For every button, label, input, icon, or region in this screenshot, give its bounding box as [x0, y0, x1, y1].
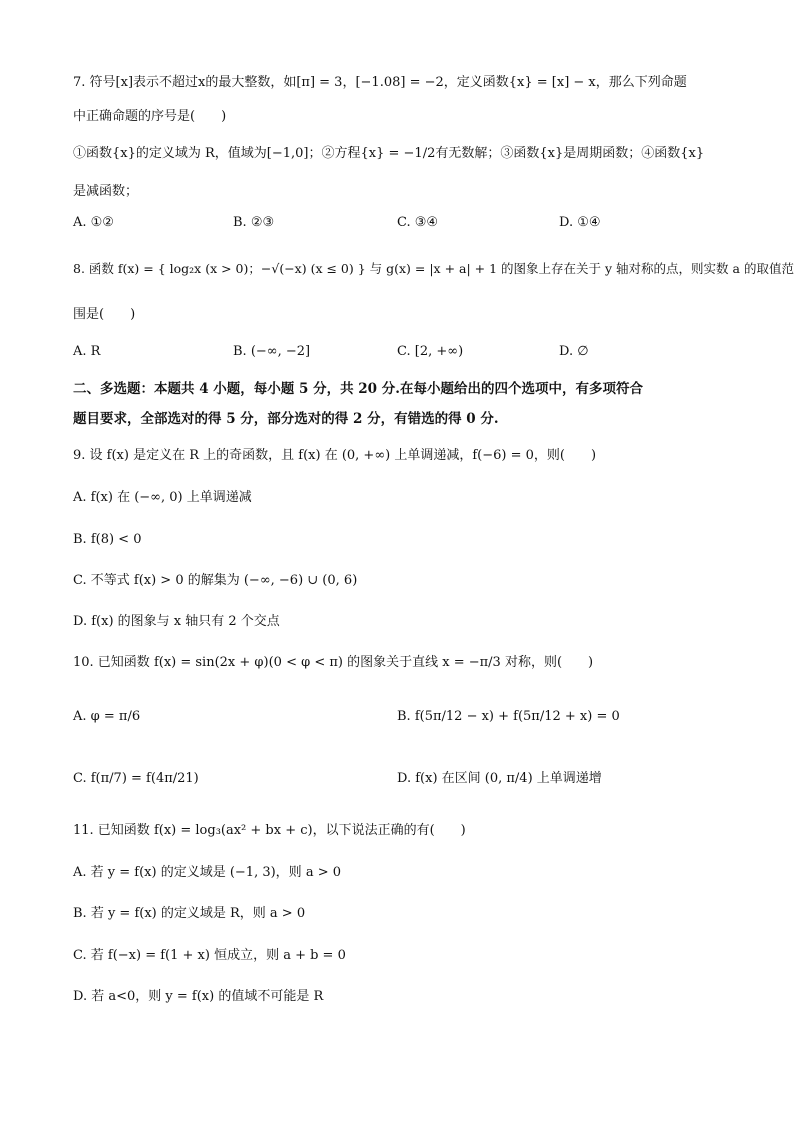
q9-option-a: A. f(x) 在 (−∞, 0) 上单调递减: [73, 490, 252, 505]
q10-option-c: C. f(π/7) = f(4π/21): [73, 771, 199, 786]
q10-option-b: B. f(5π/12 − x) + f(5π/12 + x) = 0: [397, 709, 620, 724]
q7-stem-line4: 是减函数；: [73, 184, 139, 199]
q9-stem: 9. 设 f(x) 是定义在 R 上的奇函数，且 f(x) 在 (0, +∞) 上单调递减，f(−6) = 0，则( ): [73, 448, 597, 463]
q7-stem-line2: 中正确命题的序号是( ): [73, 109, 227, 124]
q7-stem-line1: 7. 符号[x]表示不超过x的最大整数，如[π] = 3，[−1.08] = −2，定义函数{x} = [x] − x，那么下列命题: [73, 75, 687, 90]
section-heading-line1: 二、多选题：本题共 4 小题，每小题 5 分，共 20 分.在每小题给出的四个选项中，有多项符合: [73, 381, 643, 397]
q8-stem-line2: 围是( ): [73, 307, 136, 322]
q8-stem-line1: 8. 函数 f(x) = { log₂x (x > 0)；−√(−x) (x ≤ 0) } 与 g(x) = |x + a| + 1 的图象上存在关于 y 轴对称的点，则实数 a 的取值范: [73, 261, 794, 276]
q7-option-c: C. ③④: [397, 215, 439, 230]
q9-option-b: B. f(8) < 0: [73, 532, 142, 547]
section-heading-line2: 题目要求，全部选对的得 5 分，部分选对的得 2 分，有错选的得 0 分.: [73, 411, 499, 427]
q8-option-a: A. R: [73, 344, 101, 359]
q9-option-d: D. f(x) 的图象与 x 轴只有 2 个交点: [73, 614, 280, 629]
q10-stem: 10. 已知函数 f(x) = sin(2x + φ)(0 < φ < π) 的图象关于直线 x = −π/3 对称，则( ): [73, 655, 594, 670]
q11-option-b: B. 若 y = f(x) 的定义域是 R，则 a > 0: [73, 906, 306, 921]
q10-option-a: A. φ = π/6: [73, 709, 141, 724]
q7-option-d: D. ①④: [559, 215, 601, 230]
q8-option-b: B. (−∞, −2]: [233, 344, 311, 359]
q10-option-d: D. f(x) 在区间 (0, π/4) 上单调递增: [397, 771, 602, 786]
q8-option-d: D. ∅: [559, 344, 589, 359]
q11-option-c: C. 若 f(−x) = f(1 + x) 恒成立，则 a + b = 0: [73, 948, 346, 963]
q9-option-c: C. 不等式 f(x) > 0 的解集为 (−∞, −6) ∪ (0, 6): [73, 573, 358, 588]
q7-option-a: A. ①②: [73, 215, 114, 230]
q11-option-a: A. 若 y = f(x) 的定义域是 (−1, 3)，则 a > 0: [73, 865, 341, 880]
q11-stem: 11. 已知函数 f(x) = log₃(ax² + bx + c)，以下说法正确的有( ): [73, 823, 466, 838]
q11-option-d: D. 若 a<0，则 y = f(x) 的值域不可能是 R: [73, 989, 324, 1004]
q7-stem-line3: ①函数{x}的定义域为 R，值域为[−1,0]；②方程{x} = −1/2有无数解；③函数{x}是周期函数；④函数{x}: [73, 146, 705, 161]
q7-option-b: B. ②③: [233, 215, 275, 230]
q8-option-c: C. [2, +∞): [397, 344, 464, 359]
